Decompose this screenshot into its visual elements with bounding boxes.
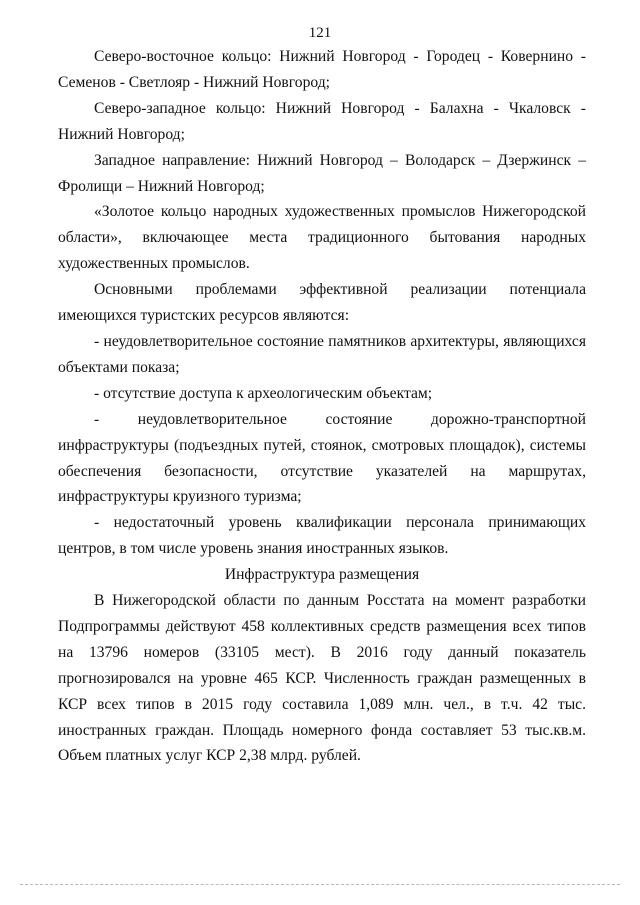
problem-item-personnel: - недостаточный уровень квалификации персонала принимающих центров, в том числе уровень знания иностранных языков. — [58, 514, 586, 558]
route-west-direction: Западное направление: Нижний Новгород – Володарск – Дзержинск – Фролищи – Нижний Новгород; — [58, 151, 586, 195]
route-golden-ring-crafts: «Золотое кольцо народных художественных промыслов Нижегородской области», включающее места традиционного бытования народных художественных промыслов. — [58, 203, 586, 273]
accommodation-paragraph: В Нижегородской области по данным Росстата на момент разработки Подпрограммы действуют 458 коллективных средств размещения всех типов на 13796 номеров (33105 мест). В 2016 году данный показатель прогнозировался на уровне 465 КСР. Численность граждан размещенных в КСР всех типов в 2015 году составила 1,089 млн. чел., в т.ч. 42 тыс. иностранных граждан. Площадь номерного фонда составляет 53 тыс.кв.м. Объем платных услуг КСР 2,38 млрд. рублей. — [58, 592, 586, 765]
page-number: 121 — [308, 25, 332, 41]
route-northeast-ring: Северо-восточное кольцо: Нижний Новгород - Городец - Ковернино - Семенов - Светлояр - Нижний Новгород; — [58, 48, 586, 91]
problems-intro: Основными проблемами эффективной реализации потенциала имеющихся туристских ресурсов являются: — [58, 281, 586, 325]
problem-item-infrastructure: - неудовлетворительное состояние дорожно-транспортной инфраструктуры (подъездных путей, стоянок, смотровых площадок), системы обеспечения безопасности, отсутствие указателей на маршрутах, инфраструктуры круизного туризма; — [58, 410, 586, 506]
document-body — [58, 44, 586, 769]
problem-item-monuments: - неудовлетворительное состояние памятников архитектуры, являющихся объектами показа; — [58, 332, 586, 376]
section-heading: Инфраструктура размещения — [224, 566, 420, 584]
route-northwest-ring: Северо-западное кольцо: Нижний Новгород - Балахна - Чкаловск - Нижний Новгород; — [58, 99, 586, 143]
scan-bottom-edge — [20, 884, 620, 885]
problem-item-archaeology: - отсутствие доступа к археологическим объектам; — [94, 384, 433, 402]
